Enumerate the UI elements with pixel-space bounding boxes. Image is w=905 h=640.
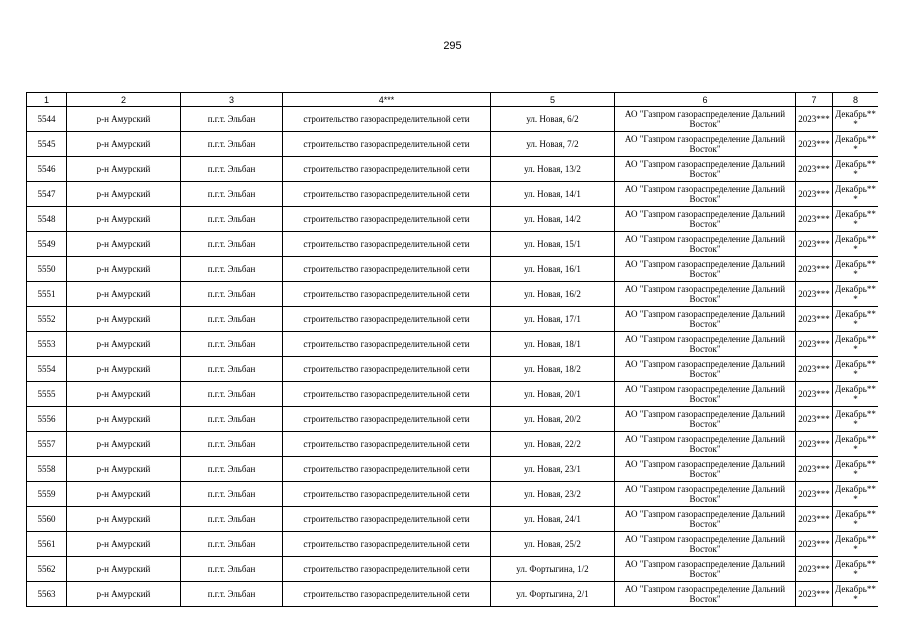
row-number-cell: 5559 — [27, 482, 67, 507]
settlement-cell: п.г.т. Эльбан — [181, 432, 283, 457]
address-cell: ул. Новая, 7/2 — [491, 132, 615, 157]
organization-cell: АО "Газпром газораспределение Дальний Восток" — [615, 532, 796, 557]
address-cell: ул. Новая, 20/2 — [491, 407, 615, 432]
organization-cell: АО "Газпром газораспределение Дальний Восток" — [615, 207, 796, 232]
organization-cell: АО "Газпром газораспределение Дальний Восток" — [615, 307, 796, 332]
row-number-cell: 5561 — [27, 532, 67, 557]
object-cell: строительство газораспределительной сети — [283, 182, 491, 207]
table-row — [27, 107, 879, 132]
settlement-cell: п.г.т. Эльбан — [181, 507, 283, 532]
table-body — [27, 107, 879, 607]
year-cell: 2023*** — [796, 482, 833, 507]
object-cell: строительство газораспределительной сети — [283, 307, 491, 332]
table-row — [27, 257, 879, 282]
column-header: 8 — [833, 93, 879, 107]
year-cell: 2023*** — [796, 307, 833, 332]
settlement-cell: п.г.т. Эльбан — [181, 357, 283, 382]
object-cell: строительство газораспределительной сети — [283, 507, 491, 532]
table-row — [27, 232, 879, 257]
row-number-cell: 5548 — [27, 207, 67, 232]
district-cell: р-н Амурский — [67, 507, 181, 532]
district-cell: р-н Амурский — [67, 532, 181, 557]
organization-cell: АО "Газпром газораспределение Дальний Восток" — [615, 182, 796, 207]
row-number-cell: 5546 — [27, 157, 67, 182]
row-number-cell: 5551 — [27, 282, 67, 307]
table-row — [27, 157, 879, 182]
district-cell: р-н Амурский — [67, 357, 181, 382]
row-number-cell: 5554 — [27, 357, 67, 382]
object-cell: строительство газораспределительной сети — [283, 582, 491, 607]
column-header: 6 — [615, 93, 796, 107]
address-cell: ул. Новая, 13/2 — [491, 157, 615, 182]
organization-cell: АО "Газпром газораспределение Дальний Восток" — [615, 582, 796, 607]
column-header: 2 — [67, 93, 181, 107]
address-cell: ул. Новая, 23/1 — [491, 457, 615, 482]
month-cell: Декабрь*** — [833, 382, 879, 407]
settlement-cell: п.г.т. Эльбан — [181, 107, 283, 132]
object-cell: строительство газораспределительной сети — [283, 557, 491, 582]
object-cell: строительство газораспределительной сети — [283, 357, 491, 382]
row-number-cell: 5545 — [27, 132, 67, 157]
table-row — [27, 532, 879, 557]
year-cell: 2023*** — [796, 507, 833, 532]
year-cell: 2023*** — [796, 557, 833, 582]
object-cell: строительство газораспределительной сети — [283, 157, 491, 182]
organization-cell: АО "Газпром газораспределение Дальний Восток" — [615, 257, 796, 282]
month-cell: Декабрь*** — [833, 507, 879, 532]
year-cell: 2023*** — [796, 532, 833, 557]
object-cell: строительство газораспределительной сети — [283, 257, 491, 282]
year-cell: 2023*** — [796, 182, 833, 207]
month-cell: Декабрь*** — [833, 357, 879, 382]
year-cell: 2023*** — [796, 157, 833, 182]
organization-cell: АО "Газпром газораспределение Дальний Восток" — [615, 432, 796, 457]
column-header: 7 — [796, 93, 833, 107]
month-cell: Декабрь*** — [833, 132, 879, 157]
organization-cell: АО "Газпром газораспределение Дальний Восток" — [615, 157, 796, 182]
row-number-cell: 5556 — [27, 407, 67, 432]
table-row — [27, 132, 879, 157]
settlement-cell: п.г.т. Эльбан — [181, 207, 283, 232]
settlement-cell: п.г.т. Эльбан — [181, 307, 283, 332]
row-number-cell: 5562 — [27, 557, 67, 582]
gasification-table — [26, 92, 878, 607]
month-cell: Декабрь*** — [833, 232, 879, 257]
organization-cell: АО "Газпром газораспределение Дальний Восток" — [615, 132, 796, 157]
row-number-cell: 5558 — [27, 457, 67, 482]
district-cell: р-н Амурский — [67, 307, 181, 332]
district-cell: р-н Амурский — [67, 257, 181, 282]
column-header: 3 — [181, 93, 283, 107]
month-cell: Декабрь*** — [833, 557, 879, 582]
district-cell: р-н Амурский — [67, 582, 181, 607]
district-cell: р-н Амурский — [67, 207, 181, 232]
table-row — [27, 357, 879, 382]
district-cell: р-н Амурский — [67, 332, 181, 357]
organization-cell: АО "Газпром газораспределение Дальний Восток" — [615, 332, 796, 357]
settlement-cell: п.г.т. Эльбан — [181, 282, 283, 307]
object-cell: строительство газораспределительной сети — [283, 382, 491, 407]
settlement-cell: п.г.т. Эльбан — [181, 157, 283, 182]
settlement-cell: п.г.т. Эльбан — [181, 532, 283, 557]
table-row — [27, 482, 879, 507]
row-number-cell: 5544 — [27, 107, 67, 132]
address-cell: ул. Новая, 24/1 — [491, 507, 615, 532]
table-row — [27, 432, 879, 457]
address-cell: ул. Фортыгина, 2/1 — [491, 582, 615, 607]
table-row — [27, 332, 879, 357]
district-cell: р-н Амурский — [67, 282, 181, 307]
year-cell: 2023*** — [796, 357, 833, 382]
table-row — [27, 582, 879, 607]
address-cell: ул. Новая, 22/2 — [491, 432, 615, 457]
row-number-cell: 5553 — [27, 332, 67, 357]
organization-cell: АО "Газпром газораспределение Дальний Восток" — [615, 407, 796, 432]
district-cell: р-н Амурский — [67, 557, 181, 582]
address-cell: ул. Новая, 18/2 — [491, 357, 615, 382]
row-number-cell: 5547 — [27, 182, 67, 207]
settlement-cell: п.г.т. Эльбан — [181, 482, 283, 507]
object-cell: строительство газораспределительной сети — [283, 107, 491, 132]
organization-cell: АО "Газпром газораспределение Дальний Восток" — [615, 557, 796, 582]
table-row — [27, 382, 879, 407]
organization-cell: АО "Газпром газораспределение Дальний Восток" — [615, 482, 796, 507]
year-cell: 2023*** — [796, 107, 833, 132]
object-cell: строительство газораспределительной сети — [283, 282, 491, 307]
row-number-cell: 5549 — [27, 232, 67, 257]
district-cell: р-н Амурский — [67, 182, 181, 207]
column-header: 5 — [491, 93, 615, 107]
row-number-cell: 5555 — [27, 382, 67, 407]
address-cell: ул. Новая, 14/2 — [491, 207, 615, 232]
row-number-cell: 5560 — [27, 507, 67, 532]
district-cell: р-н Амурский — [67, 382, 181, 407]
object-cell: строительство газораспределительной сети — [283, 457, 491, 482]
settlement-cell: п.г.т. Эльбан — [181, 257, 283, 282]
object-cell: строительство газораспределительной сети — [283, 332, 491, 357]
district-cell: р-н Амурский — [67, 157, 181, 182]
address-cell: ул. Новая, 16/1 — [491, 257, 615, 282]
month-cell: Декабрь*** — [833, 482, 879, 507]
district-cell: р-н Амурский — [67, 132, 181, 157]
month-cell: Декабрь*** — [833, 207, 879, 232]
table-row — [27, 407, 879, 432]
year-cell: 2023*** — [796, 407, 833, 432]
address-cell: ул. Новая, 18/1 — [491, 332, 615, 357]
table-header — [27, 93, 879, 107]
column-header: 4*** — [283, 93, 491, 107]
address-cell: ул. Новая, 15/1 — [491, 232, 615, 257]
object-cell: строительство газораспределительной сети — [283, 407, 491, 432]
header-row — [27, 93, 879, 107]
address-cell: ул. Новая, 6/2 — [491, 107, 615, 132]
district-cell: р-н Амурский — [67, 232, 181, 257]
settlement-cell: п.г.т. Эльбан — [181, 332, 283, 357]
row-number-cell: 5550 — [27, 257, 67, 282]
page-number: 295 — [443, 40, 462, 52]
gasification-table-container — [26, 92, 878, 640]
settlement-cell: п.г.т. Эльбан — [181, 182, 283, 207]
month-cell: Декабрь*** — [833, 432, 879, 457]
settlement-cell: п.г.т. Эльбан — [181, 457, 283, 482]
organization-cell: АО "Газпром газораспределение Дальний Восток" — [615, 507, 796, 532]
month-cell: Декабрь*** — [833, 307, 879, 332]
object-cell: строительство газораспределительной сети — [283, 207, 491, 232]
year-cell: 2023*** — [796, 432, 833, 457]
year-cell: 2023*** — [796, 282, 833, 307]
organization-cell: АО "Газпром газораспределение Дальний Восток" — [615, 457, 796, 482]
organization-cell: АО "Газпром газораспределение Дальний Восток" — [615, 382, 796, 407]
settlement-cell: п.г.т. Эльбан — [181, 132, 283, 157]
table-row — [27, 507, 879, 532]
month-cell: Декабрь*** — [833, 157, 879, 182]
year-cell: 2023*** — [796, 257, 833, 282]
month-cell: Декабрь*** — [833, 457, 879, 482]
year-cell: 2023*** — [796, 207, 833, 232]
settlement-cell: п.г.т. Эльбан — [181, 232, 283, 257]
month-cell: Декабрь*** — [833, 182, 879, 207]
district-cell: р-н Амурский — [67, 407, 181, 432]
year-cell: 2023*** — [796, 332, 833, 357]
object-cell: строительство газораспределительной сети — [283, 232, 491, 257]
table-row — [27, 182, 879, 207]
table-row — [27, 207, 879, 232]
organization-cell: АО "Газпром газораспределение Дальний Восток" — [615, 232, 796, 257]
district-cell: р-н Амурский — [67, 457, 181, 482]
address-cell: ул. Новая, 23/2 — [491, 482, 615, 507]
table-row — [27, 457, 879, 482]
year-cell: 2023*** — [796, 132, 833, 157]
table-row — [27, 557, 879, 582]
row-number-cell: 5563 — [27, 582, 67, 607]
district-cell: р-н Амурский — [67, 432, 181, 457]
year-cell: 2023*** — [796, 457, 833, 482]
district-cell: р-н Амурский — [67, 107, 181, 132]
object-cell: строительство газораспределительной сети — [283, 532, 491, 557]
organization-cell: АО "Газпром газораспределение Дальний Восток" — [615, 282, 796, 307]
settlement-cell: п.г.т. Эльбан — [181, 582, 283, 607]
address-cell: ул. Новая, 25/2 — [491, 532, 615, 557]
address-cell: ул. Новая, 16/2 — [491, 282, 615, 307]
table-row — [27, 282, 879, 307]
year-cell: 2023*** — [796, 232, 833, 257]
object-cell: строительство газораспределительной сети — [283, 132, 491, 157]
organization-cell: АО "Газпром газораспределение Дальний Восток" — [615, 357, 796, 382]
month-cell: Декабрь*** — [833, 282, 879, 307]
year-cell: 2023*** — [796, 382, 833, 407]
year-cell: 2023*** — [796, 582, 833, 607]
column-header: 1 — [27, 93, 67, 107]
address-cell: ул. Фортыгина, 1/2 — [491, 557, 615, 582]
address-cell: ул. Новая, 14/1 — [491, 182, 615, 207]
object-cell: строительство газораспределительной сети — [283, 432, 491, 457]
organization-cell: АО "Газпром газораспределение Дальний Восток" — [615, 107, 796, 132]
row-number-cell: 5552 — [27, 307, 67, 332]
month-cell: Декабрь*** — [833, 257, 879, 282]
month-cell: Декабрь*** — [833, 407, 879, 432]
settlement-cell: п.г.т. Эльбан — [181, 407, 283, 432]
address-cell: ул. Новая, 20/1 — [491, 382, 615, 407]
month-cell: Декабрь*** — [833, 532, 879, 557]
month-cell: Декабрь*** — [833, 332, 879, 357]
table-row — [27, 307, 879, 332]
row-number-cell: 5557 — [27, 432, 67, 457]
month-cell: Декабрь*** — [833, 582, 879, 607]
month-cell: Декабрь*** — [833, 107, 879, 132]
address-cell: ул. Новая, 17/1 — [491, 307, 615, 332]
object-cell: строительство газораспределительной сети — [283, 482, 491, 507]
settlement-cell: п.г.т. Эльбан — [181, 557, 283, 582]
settlement-cell: п.г.т. Эльбан — [181, 382, 283, 407]
district-cell: р-н Амурский — [67, 482, 181, 507]
